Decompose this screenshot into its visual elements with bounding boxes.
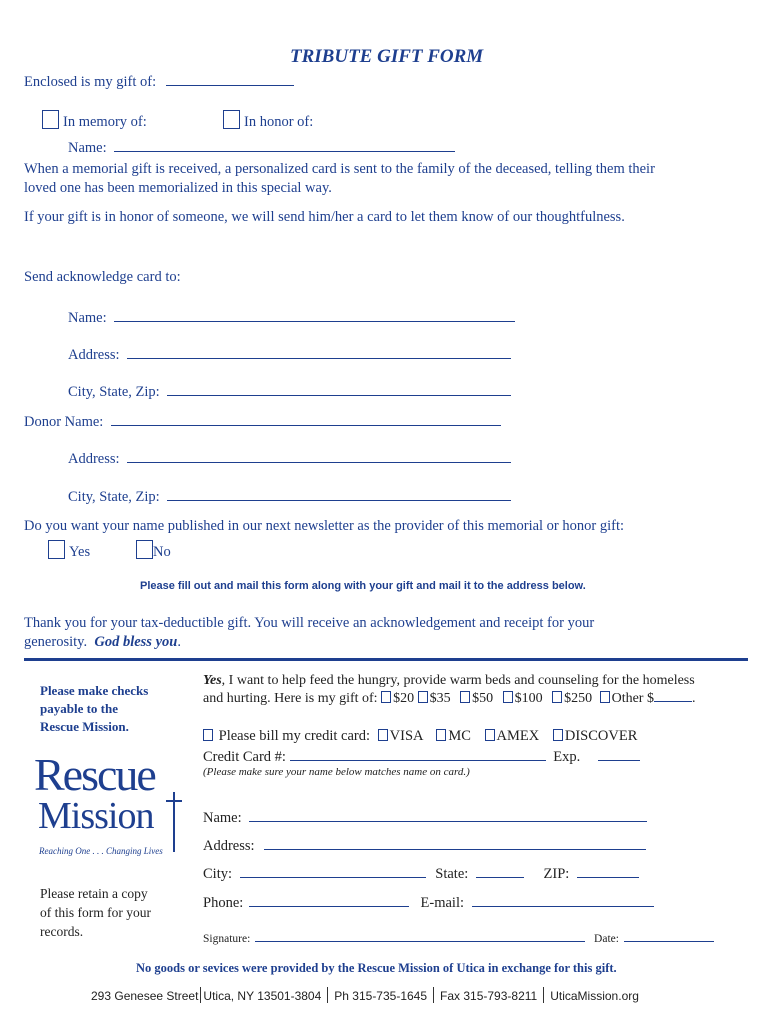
section-divider	[24, 658, 748, 661]
enclosed-row	[24, 72, 294, 91]
amex-label: AMEX	[496, 728, 540, 744]
logo-word-rescue: Rescue	[34, 749, 155, 800]
checks-note-line-2: payable to the	[40, 701, 118, 716]
visa-label: VISA	[389, 728, 423, 744]
thanks-text-1: Thank you for your tax-deductible gift. You will receive an acknowledgement and receipt for your	[24, 615, 595, 631]
mc-checkbox[interactable]	[436, 729, 446, 741]
ack-city-label: City, State, Zip:	[68, 384, 160, 400]
thanks-generosity: generosity.	[24, 634, 88, 650]
visa-checkbox[interactable]	[378, 729, 388, 741]
in-memory-checkbox[interactable]	[42, 110, 59, 129]
amount-20-label: $20	[393, 691, 415, 706]
bill-card-checkbox[interactable]	[203, 729, 213, 741]
donor-address-row-2	[203, 836, 646, 855]
honoree-name-field[interactable]	[114, 138, 455, 152]
honoree-name-row	[68, 138, 455, 157]
bill-card-label: Please bill my credit card:	[218, 728, 371, 744]
ack-address-field[interactable]	[127, 345, 511, 359]
rescue-mission-logo	[34, 749, 184, 860]
ack-city-row	[68, 382, 511, 401]
donation-state-label: State:	[435, 866, 469, 882]
newsletter-yes-option[interactable]	[48, 540, 90, 561]
donation-name-label: Name:	[203, 810, 242, 826]
footer-divider-2	[327, 987, 328, 1003]
donation-intro-1	[203, 673, 695, 689]
checks-note-line-1: Please make checks	[40, 683, 149, 698]
signature-row	[203, 930, 714, 945]
donor-city-field[interactable]	[167, 487, 511, 501]
footer-divider-1	[200, 987, 201, 1003]
donation-address-field[interactable]	[264, 836, 646, 850]
donation-address-label: Address:	[203, 838, 255, 854]
amount-50-checkbox[interactable]	[460, 691, 470, 703]
form-title: TRIBUTE GIFT FORM	[290, 46, 484, 67]
god-bless: God bless you	[94, 634, 178, 650]
memorial-text-2: loved one has been memorialized in this special way.	[24, 180, 332, 196]
footer-divider-3	[433, 987, 434, 1003]
credit-card-row	[203, 747, 640, 766]
in-honor-checkbox[interactable]	[223, 110, 240, 129]
amount-250-label: $250	[564, 691, 593, 706]
ack-name-row	[68, 308, 515, 327]
donor-address-row	[68, 449, 511, 468]
exp-label: Exp.	[553, 749, 581, 765]
donation-email-label: E-mail:	[420, 895, 465, 911]
checks-note-line-3: Rescue Mission.	[40, 719, 129, 734]
donor-name-row-2	[203, 808, 647, 827]
donation-zip-field[interactable]	[577, 864, 639, 878]
donor-name-label: Donor Name:	[24, 414, 104, 430]
yes-word: Yes	[203, 673, 222, 688]
honoree-name-label: Name:	[68, 140, 107, 156]
newsletter-yes-checkbox[interactable]	[48, 540, 65, 559]
amount-50-label: $50	[472, 691, 494, 706]
donation-zip-label: ZIP:	[543, 866, 570, 882]
credit-card-options	[203, 728, 637, 745]
enclosed-amount-field[interactable]	[166, 72, 294, 86]
amount-35-checkbox[interactable]	[418, 691, 428, 703]
mc-label: MC	[448, 728, 471, 744]
footer-address: 293 Genesee Street	[91, 989, 199, 1003]
logo-cross-horizontal	[166, 800, 182, 802]
ack-name-label: Name:	[68, 310, 107, 326]
footer-contact	[91, 987, 639, 1003]
newsletter-no-checkbox[interactable]	[136, 540, 153, 559]
donation-name-field[interactable]	[249, 808, 647, 822]
footer-fax: Fax 315-793-8211	[440, 989, 538, 1003]
amex-checkbox[interactable]	[485, 729, 495, 741]
retain-note-line-1: Please retain a copy	[40, 886, 148, 901]
retain-note	[40, 884, 151, 941]
donor-address-label: Address:	[68, 451, 120, 467]
amount-other-checkbox[interactable]	[600, 691, 610, 703]
ack-address-row	[68, 345, 511, 364]
donor-name-row	[24, 412, 501, 431]
send-ack-label: Send acknowledge card to:	[24, 269, 181, 285]
card-note: (Please make sure your name below matches name on card.)	[203, 766, 470, 778]
donation-intro-text: , I want to help feed the hungry, provide warm beds and counseling for the homeless	[221, 673, 695, 688]
amount-100-label: $100	[514, 691, 543, 706]
footer-website: UticaMission.org	[550, 989, 639, 1003]
in-memory-option[interactable]	[42, 110, 147, 131]
amount-250-checkbox[interactable]	[552, 691, 562, 703]
credit-card-field[interactable]	[290, 747, 546, 761]
footer-city: Utica, NY 13501-3804	[203, 989, 322, 1003]
amount-35-label: $35	[429, 691, 451, 706]
donation-phone-label: Phone:	[203, 895, 244, 911]
amount-other-label: Other $	[611, 691, 654, 706]
donation-city-label: City:	[203, 866, 233, 882]
retain-note-line-2: of this form for your	[40, 905, 151, 920]
signature-label: Signature:	[203, 933, 251, 945]
donor-address-field[interactable]	[127, 449, 511, 463]
donor-city-row-2	[203, 864, 639, 883]
newsletter-no-label: No	[153, 544, 171, 560]
logo-word-mission: Mission	[38, 795, 154, 837]
in-memory-label: In memory of:	[63, 114, 147, 130]
logo-tagline: Reaching One . . . Changing Lives	[39, 846, 163, 856]
donation-phone-field[interactable]	[249, 893, 409, 907]
no-goods-disclaimer: No goods or sevices were provided by the Rescue Mission of Utica in exchange for this gift.	[136, 961, 617, 975]
in-honor-option[interactable]	[223, 110, 313, 131]
ack-address-label: Address:	[68, 347, 120, 363]
checks-note	[40, 682, 148, 736]
in-honor-label: In honor of:	[244, 114, 314, 130]
amount-20-checkbox[interactable]	[381, 691, 391, 703]
date-label: Date:	[594, 933, 619, 945]
discover-label: DISCOVER	[564, 728, 638, 744]
donor-city-row	[68, 487, 511, 506]
donation-email-field[interactable]	[472, 893, 654, 907]
memorial-text-1: When a memorial gift is received, a personalized card is sent to the family of the deceased, telling them their	[24, 161, 655, 177]
footer-divider-4	[543, 987, 544, 1003]
date-field[interactable]	[624, 930, 714, 942]
amount-100-checkbox[interactable]	[503, 691, 513, 703]
newsletter-yes-label: Yes	[69, 544, 91, 560]
discover-checkbox[interactable]	[553, 729, 563, 741]
donation-state-field[interactable]	[476, 864, 524, 878]
newsletter-no-option[interactable]	[136, 540, 171, 561]
enclosed-label: Enclosed is my gift of:	[24, 74, 157, 90]
donation-amount-row: and hurting. Here is my gift of: $20 $35 $50 $100 $250 Other $ .	[203, 691, 696, 706]
footer-phone: Ph 315-735-1645	[334, 989, 428, 1003]
honor-text: If your gift is in honor of someone, we will send him/her a card to let them know of our thoughtfulness.	[24, 209, 625, 225]
newsletter-question: Do you want your name published in our next newsletter as the provider of this memorial or honor gift:	[24, 518, 625, 534]
credit-card-label: Credit Card #:	[203, 749, 286, 765]
mail-instruction: Please fill out and mail this form along with your gift and mail it to the address below.	[140, 580, 586, 592]
donor-phone-row	[203, 893, 654, 912]
retain-note-line-3: records.	[40, 924, 84, 939]
donation-city-field[interactable]	[240, 864, 426, 878]
ack-city-field[interactable]	[167, 382, 511, 396]
exp-field[interactable]	[598, 747, 640, 761]
donation-intro-2: and hurting. Here is my gift of:	[203, 691, 378, 706]
signature-field[interactable]	[255, 930, 585, 942]
donor-city-label: City, State, Zip:	[68, 489, 160, 505]
donor-name-field[interactable]	[111, 412, 501, 426]
ack-name-field[interactable]	[114, 308, 515, 322]
amount-other-field[interactable]	[654, 692, 692, 702]
thanks-text-2: generosity. God bless you.	[24, 634, 181, 650]
